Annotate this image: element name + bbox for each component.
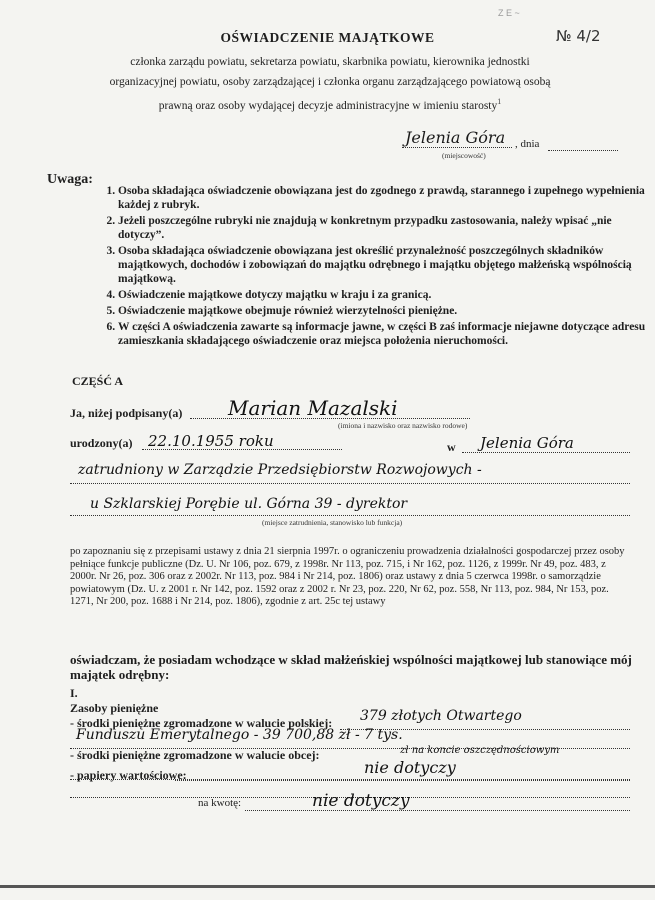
document-title: OŚWIADCZENIE MAJĄTKOWE <box>220 30 435 45</box>
employment-caption: (miejsce zatrudnienia, stanowisko lub funkcja) <box>262 518 403 527</box>
date-label: , dnia <box>515 138 540 150</box>
born-place: Jelenia Góra <box>480 434 574 452</box>
born-in-label: w <box>447 440 456 454</box>
page-edge <box>0 885 655 888</box>
employment-text-2: u Szklarskiej Porębie ul. Górna 39 - dyrektor <box>90 496 408 512</box>
pln-value-1: 379 złotych Otwartego <box>360 708 522 724</box>
employment-line-1 <box>70 483 630 484</box>
date-line <box>548 150 618 151</box>
declaration <box>70 652 640 682</box>
pln-label: - środki pieniężne zgromadzone w walucie polskiej: <box>70 716 333 730</box>
subtitle-line: organizacyjnej powiatu, osoby zarządzającej i członka organu zarządzającego powiatową osobą <box>109 76 551 88</box>
pln-value-2: Funduszu Emerytalnego - 39 700,88 zł - 7 tys. <box>76 727 403 743</box>
born-date: 22.10.1955 roku <box>148 432 274 450</box>
law-paragraph-text: po zapoznaniu się z przepisami ustawy z dnia 21 sierpnia 1997r. o ograniczeniu prowadzenia działalności gospodarczej przez osoby pełniące funkcje publiczne (Dz. U. Nr 106, poz. 679, z 1998r. Nr 113, poz. 715, i Nr 162, poz. 1126, z 1999r. Nr 49, poz. 483, z 2000r. Nr 26, poz. 306 oraz z 2002r. Nr 113, poz. 984 i Nr 214, poz. 1806) oraz ustawy z dnia 5 czerwca 1998r. o samorządzie powiatowym (Dz. U. z 2001 r. Nr 142, poz. 1592 oraz z 2002 r. Nr 23, poz. 220, Nr 62, poz. 558, Nr 113, poz. 984, Nr 153, poz. 1271, Nr 200, poz. 1688 i Nr 214, poz. 1806), zgodnie z art. 25c tej ustawy <box>70 546 625 607</box>
signed-label: Ja, niżej podpisany(a) <box>70 406 183 420</box>
amount-line <box>245 810 630 811</box>
law-paragraph <box>70 546 630 609</box>
fx-value: nie dotyczy <box>364 758 456 777</box>
securities-label: - papiery wartościowe: <box>70 768 187 782</box>
subtitle <box>40 52 620 116</box>
employment-line-2 <box>70 515 630 516</box>
note-item: 2. Jeżeli poszczególne rubryki nie znajdują w konkretnym przypadku zastosowania, należy wpisać „nie dotyczy”. <box>118 214 648 242</box>
section-a-heading: CZĘŚĆ A <box>72 374 124 388</box>
name-caption: (imiona i nazwisko oraz nazwisko rodowe) <box>338 421 468 430</box>
place-handwritten: Jelenia Góra <box>405 128 506 147</box>
subtitle-line: członka zarządu powiatu, sekretarza powiatu, skarbnika powiatu, kierownika jednostki <box>130 56 530 68</box>
stamp-header: Z E ~ <box>498 8 520 18</box>
note-item: 4. Oświadczenie majątkowe dotyczy majątku w kraju i za granicą. <box>118 288 648 302</box>
amount-value: nie dotyczy <box>312 791 410 811</box>
registry-number: № 4/2 <box>556 27 601 45</box>
place-line <box>402 147 512 148</box>
subtitle-line <box>40 92 620 116</box>
pln-value-3: zł na koncie oszczędnościowym <box>400 745 560 756</box>
born-label: urodzony(a) <box>70 436 133 450</box>
born-place-line <box>462 452 630 453</box>
footnote-mark: 1 <box>497 97 502 106</box>
amount-label: na kwotę: <box>198 797 242 809</box>
employment-text-1: zatrudniony w Zarządzie Przedsiębiorstw Rozwojowych - <box>78 462 482 478</box>
note-item: 1. Osoba składająca oświadczenie obowiązana jest do zgodnego z prawdą, starannego i zupełnego wypełnienia każdej z rubryk. <box>118 184 648 212</box>
securities-line <box>175 780 630 781</box>
note-item: 3. Osoba składająca oświadczenie obowiązana jest określić przynależność poszczególnych składników majątkowych, dochodów i zobowiązań do majątku odrębnego i majątku objętego małżeńską wspólnością majątkową. <box>118 244 648 286</box>
fx-label: - środki pieniężne zgromadzone w walucie obcej: <box>70 748 320 762</box>
subtitle-line-text: prawną oraz osoby wydającej decyzje administracyjne w imieniu starosty <box>158 99 498 112</box>
declaration-text: oświadczam, że posiadam wchodzące w skład małżeńskiej wspólności majątkowej lub stanowiące mój majątek odrębny: <box>70 652 632 682</box>
note-item: 5. Oświadczenie majątkowe obejmuje również wierzytelności pieniężne. <box>118 304 648 318</box>
note-item: 6. W części A oświadczenia zawarte są informacje jawne, w części B zaś informacje niejawne dotyczące adresu zamieszkania składającego oświadczenie oraz miejsca położenia nieruchomości. <box>118 320 648 348</box>
zasoby-heading: Zasoby pieniężne <box>70 701 159 715</box>
signed-name: Marian Mazalski <box>228 396 398 420</box>
section-I: I. <box>70 686 78 700</box>
notes-list <box>96 184 648 350</box>
notes-heading: Uwaga: <box>47 172 93 187</box>
place-caption: (miejscowość) <box>442 151 486 160</box>
